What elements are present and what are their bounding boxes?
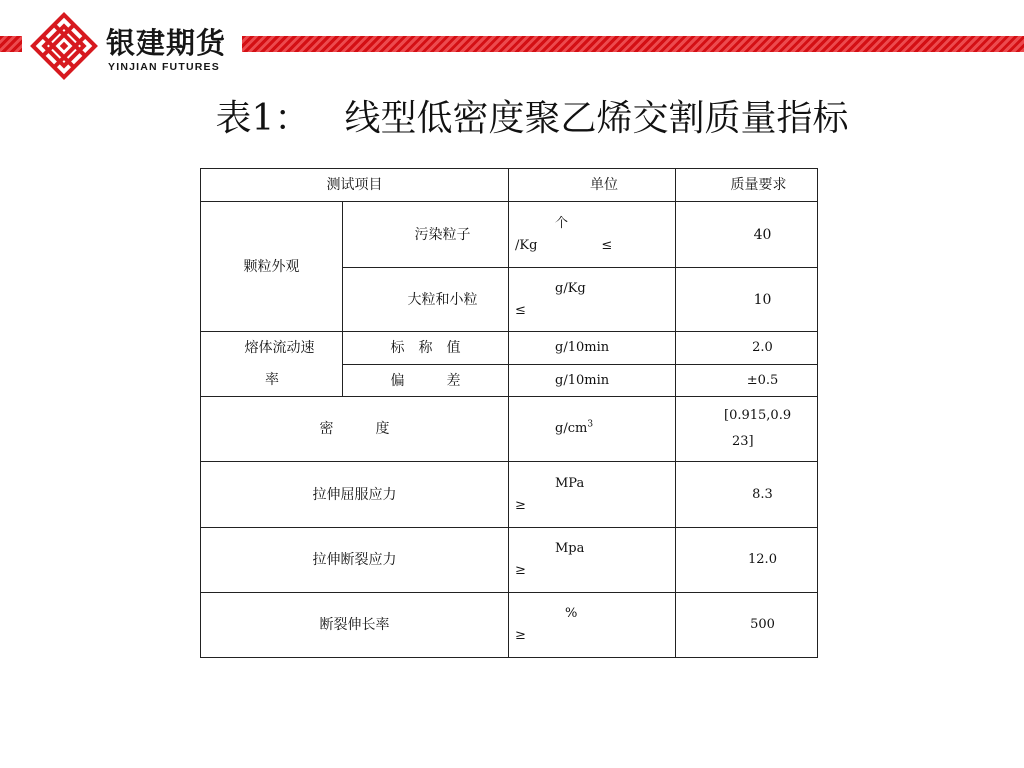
big-small-op: ≤ [515, 302, 526, 318]
nominal-value-requirement: 2.0 [676, 332, 818, 365]
tensile-yield-unit [509, 462, 676, 528]
table-row [201, 462, 818, 528]
tensile-break-unit [509, 528, 676, 593]
brand-name-english: YINJIAN FUTURES [108, 61, 220, 73]
deviation-label: 偏 差 [343, 365, 509, 397]
big-small-particles-label: 大粒和小粒 [343, 268, 509, 332]
nominal-value-unit: g/10min [509, 332, 676, 365]
table-header-row [201, 169, 818, 202]
pollution-unit-line1: 个 [555, 215, 569, 231]
elongation-op: ≥ [515, 628, 526, 643]
big-small-unit-line1: g/Kg [555, 280, 586, 296]
density-value-line1: [0.915,0.9 [724, 408, 792, 423]
density-requirement [676, 397, 818, 462]
elongation-unit [509, 593, 676, 658]
title-text: 线型低密度聚乙烯交割质量指标 [344, 98, 849, 139]
density-label: 密 度 [201, 397, 509, 462]
header-stripe-left [0, 36, 22, 52]
company-logo-icon [28, 10, 100, 82]
tensile-break-label: 拉伸断裂应力 [201, 528, 509, 593]
table-row [201, 332, 818, 365]
brand-name-chinese: 银建期货 [106, 26, 227, 60]
tensile-yield-value: 8.3 [676, 462, 818, 528]
header-requirement: 质量要求 [676, 169, 818, 202]
tensile-break-unit-text: Mpa [555, 541, 585, 556]
elongation-label: 断裂伸长率 [201, 593, 509, 658]
title-prefix: 表1： [215, 98, 311, 139]
big-small-particles-unit [509, 268, 676, 332]
deviation-unit: g/10min [509, 365, 676, 397]
big-small-particles-value: 10 [676, 268, 818, 332]
pollution-particles-label: 污染粒子 [343, 202, 509, 268]
nominal-value-label: 标 称 值 [343, 332, 509, 365]
density-value-line2: 23] [732, 434, 754, 449]
pollution-particles-unit [509, 202, 676, 268]
table-row [201, 528, 818, 593]
pollution-op: ≤ [601, 237, 613, 253]
density-unit [509, 397, 676, 462]
melt-flow-label-line1: 熔体流动速 [244, 340, 315, 356]
slide-title [0, 94, 1024, 144]
pollution-unit-kg: /Kg [515, 237, 538, 253]
slide-header [0, 0, 1024, 90]
melt-flow-group-label [201, 332, 343, 397]
tensile-yield-label: 拉伸屈服应力 [201, 462, 509, 528]
pollution-particles-value: 40 [676, 202, 818, 268]
elongation-unit-text: % [565, 606, 578, 621]
elongation-value: 500 [676, 593, 818, 658]
quality-spec-table [200, 168, 818, 658]
melt-flow-label-line2: 率 [265, 372, 279, 388]
appearance-group-label: 颗粒外观 [201, 202, 343, 332]
table-row [201, 202, 818, 268]
header-item: 测试项目 [201, 169, 509, 202]
deviation-requirement: ±0.5 [676, 365, 818, 397]
header-unit: 单位 [509, 169, 676, 202]
tensile-break-value: 12.0 [676, 528, 818, 593]
pollution-unit-line2 [515, 235, 669, 257]
header-stripe-right [242, 36, 1024, 52]
tensile-yield-unit-text: MPa [555, 475, 585, 491]
density-unit-sup: 3 [587, 419, 594, 430]
table-row [201, 593, 818, 658]
tensile-break-op: ≥ [515, 563, 526, 578]
table-row [201, 397, 818, 462]
tensile-yield-op: ≥ [515, 497, 526, 513]
density-unit-base: g/cm [555, 421, 588, 436]
